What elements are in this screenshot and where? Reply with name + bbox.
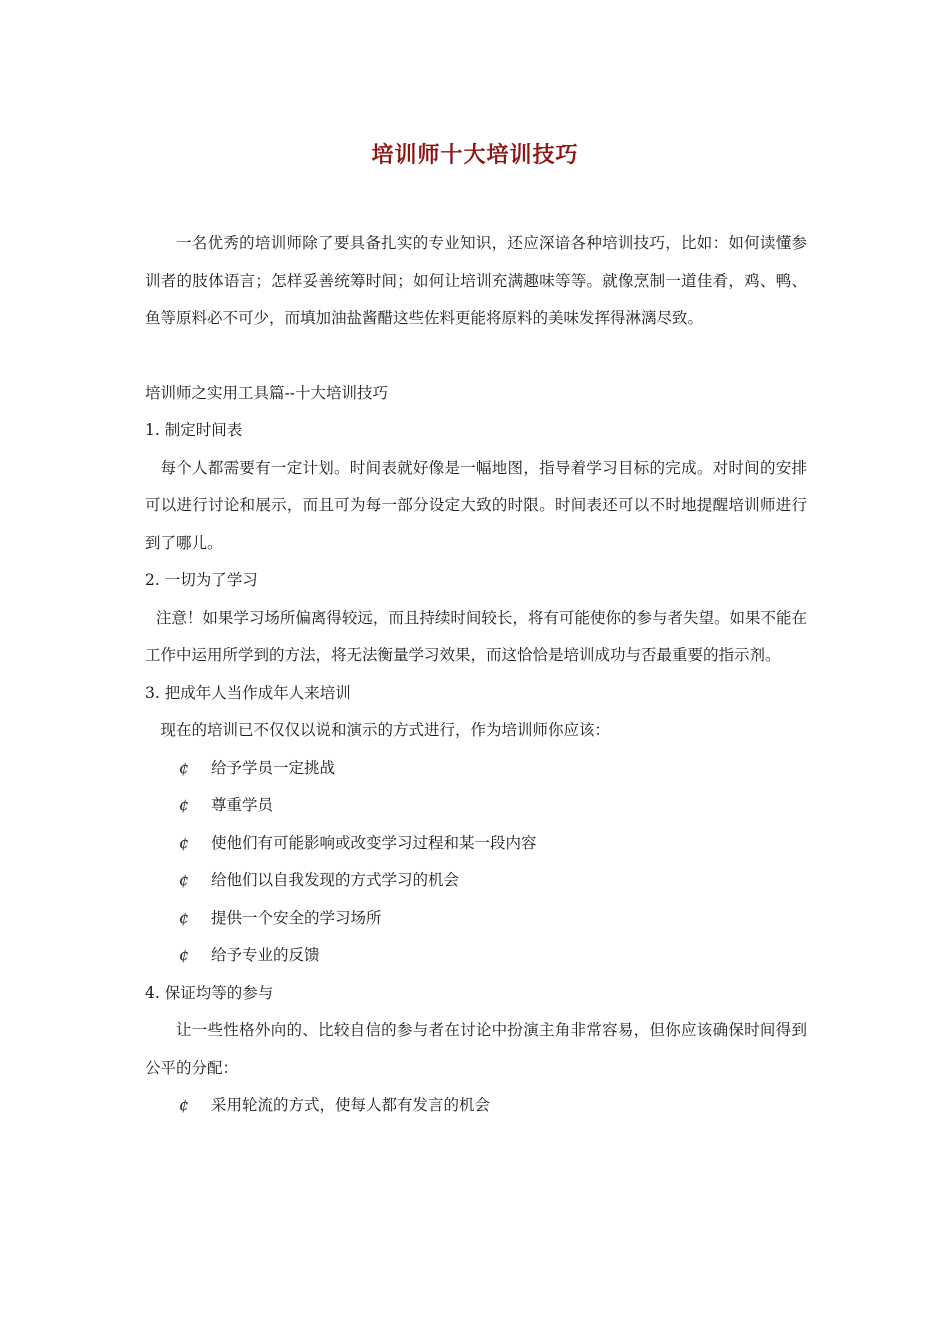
- bullet-icon: ¢: [179, 1096, 189, 1114]
- section-2-body: 注意！如果学习场所偏离得较远，而且持续时间较长，将有可能使你的参与者失望。如果不能在工作中运用所学到的方法，将无法衡量学习效果，而这恰恰是培训成功与否最重要的指示剂。: [145, 608, 807, 664]
- intro-paragraph: 一名优秀的培训师除了要具备扎实的专业知识，还应深谙各种培训技巧，比如：如何读懂参训者的肢体语言；怎样妥善统筹时间；如何让培训充满趣味等等。就像烹制一道佳肴，鸡、鸭、鱼等原料必不可少，而填加油盐酱醋这些佐料更能将原料的美味发挥得淋漓尽致。: [145, 234, 807, 327]
- list-item: [145, 787, 807, 825]
- list-item-text: 给予专业的反馈: [211, 946, 320, 964]
- bullet-icon: ¢: [179, 833, 189, 852]
- section-1-body: 每个人都需要有一定计划。时间表就好像是一幅地图，指导着学习目标的完成。对时间的安排可以进行讨论和展示，而且可为每一部分设定大致的时限。时间表还可以不时地提醒培训师进行到了哪儿。: [145, 458, 807, 552]
- section-4-body: 让一些性格外向的、比较自信的参与者在讨论中扮演主角非常容易，但你应该确保时间得到公平的分配：: [145, 1021, 807, 1077]
- list-item-text: 给予学员一定挑战: [211, 758, 336, 777]
- section-heading: 培训师之实用工具篇--十大培训技巧: [145, 383, 388, 402]
- list-item-text: 给他们以自我发现的方式学习的机会: [211, 871, 460, 889]
- list-item: [145, 1087, 807, 1125]
- document-title: 培训师十大培训技巧: [371, 142, 579, 168]
- bullet-icon: ¢: [179, 758, 189, 777]
- bullet-icon: ¢: [179, 908, 189, 927]
- section-3-heading: 3. 把成年人当作成年人来培训: [145, 683, 351, 702]
- list-item-text: 尊重学员: [211, 796, 274, 814]
- bullet-icon: ¢: [179, 796, 189, 814]
- document-body: [145, 225, 807, 1125]
- section-1-heading: 1. 制定时间表: [145, 421, 243, 439]
- section-4-heading: 4. 保证均等的参与: [145, 983, 274, 1002]
- list-item: [145, 825, 807, 863]
- list-item: [145, 862, 807, 900]
- section-2-heading: 2. 一切为了学习: [145, 571, 258, 589]
- section-3-body: 现在的培训已不仅仅以说和演示的方式进行，作为培训师你应该：: [160, 721, 611, 739]
- bullet-icon: ¢: [179, 946, 189, 964]
- list-item: [145, 750, 807, 788]
- list-item: [145, 937, 807, 975]
- list-item-text: 提供一个安全的学习场所: [211, 908, 382, 927]
- list-item-text: 采用轮流的方式，使每人都有发言的机会: [211, 1096, 491, 1114]
- bullet-icon: ¢: [179, 871, 189, 889]
- spacer: [145, 338, 807, 375]
- list-item: [145, 900, 807, 938]
- list-item-text: 使他们有可能影响或改变学习过程和某一段内容: [211, 833, 537, 852]
